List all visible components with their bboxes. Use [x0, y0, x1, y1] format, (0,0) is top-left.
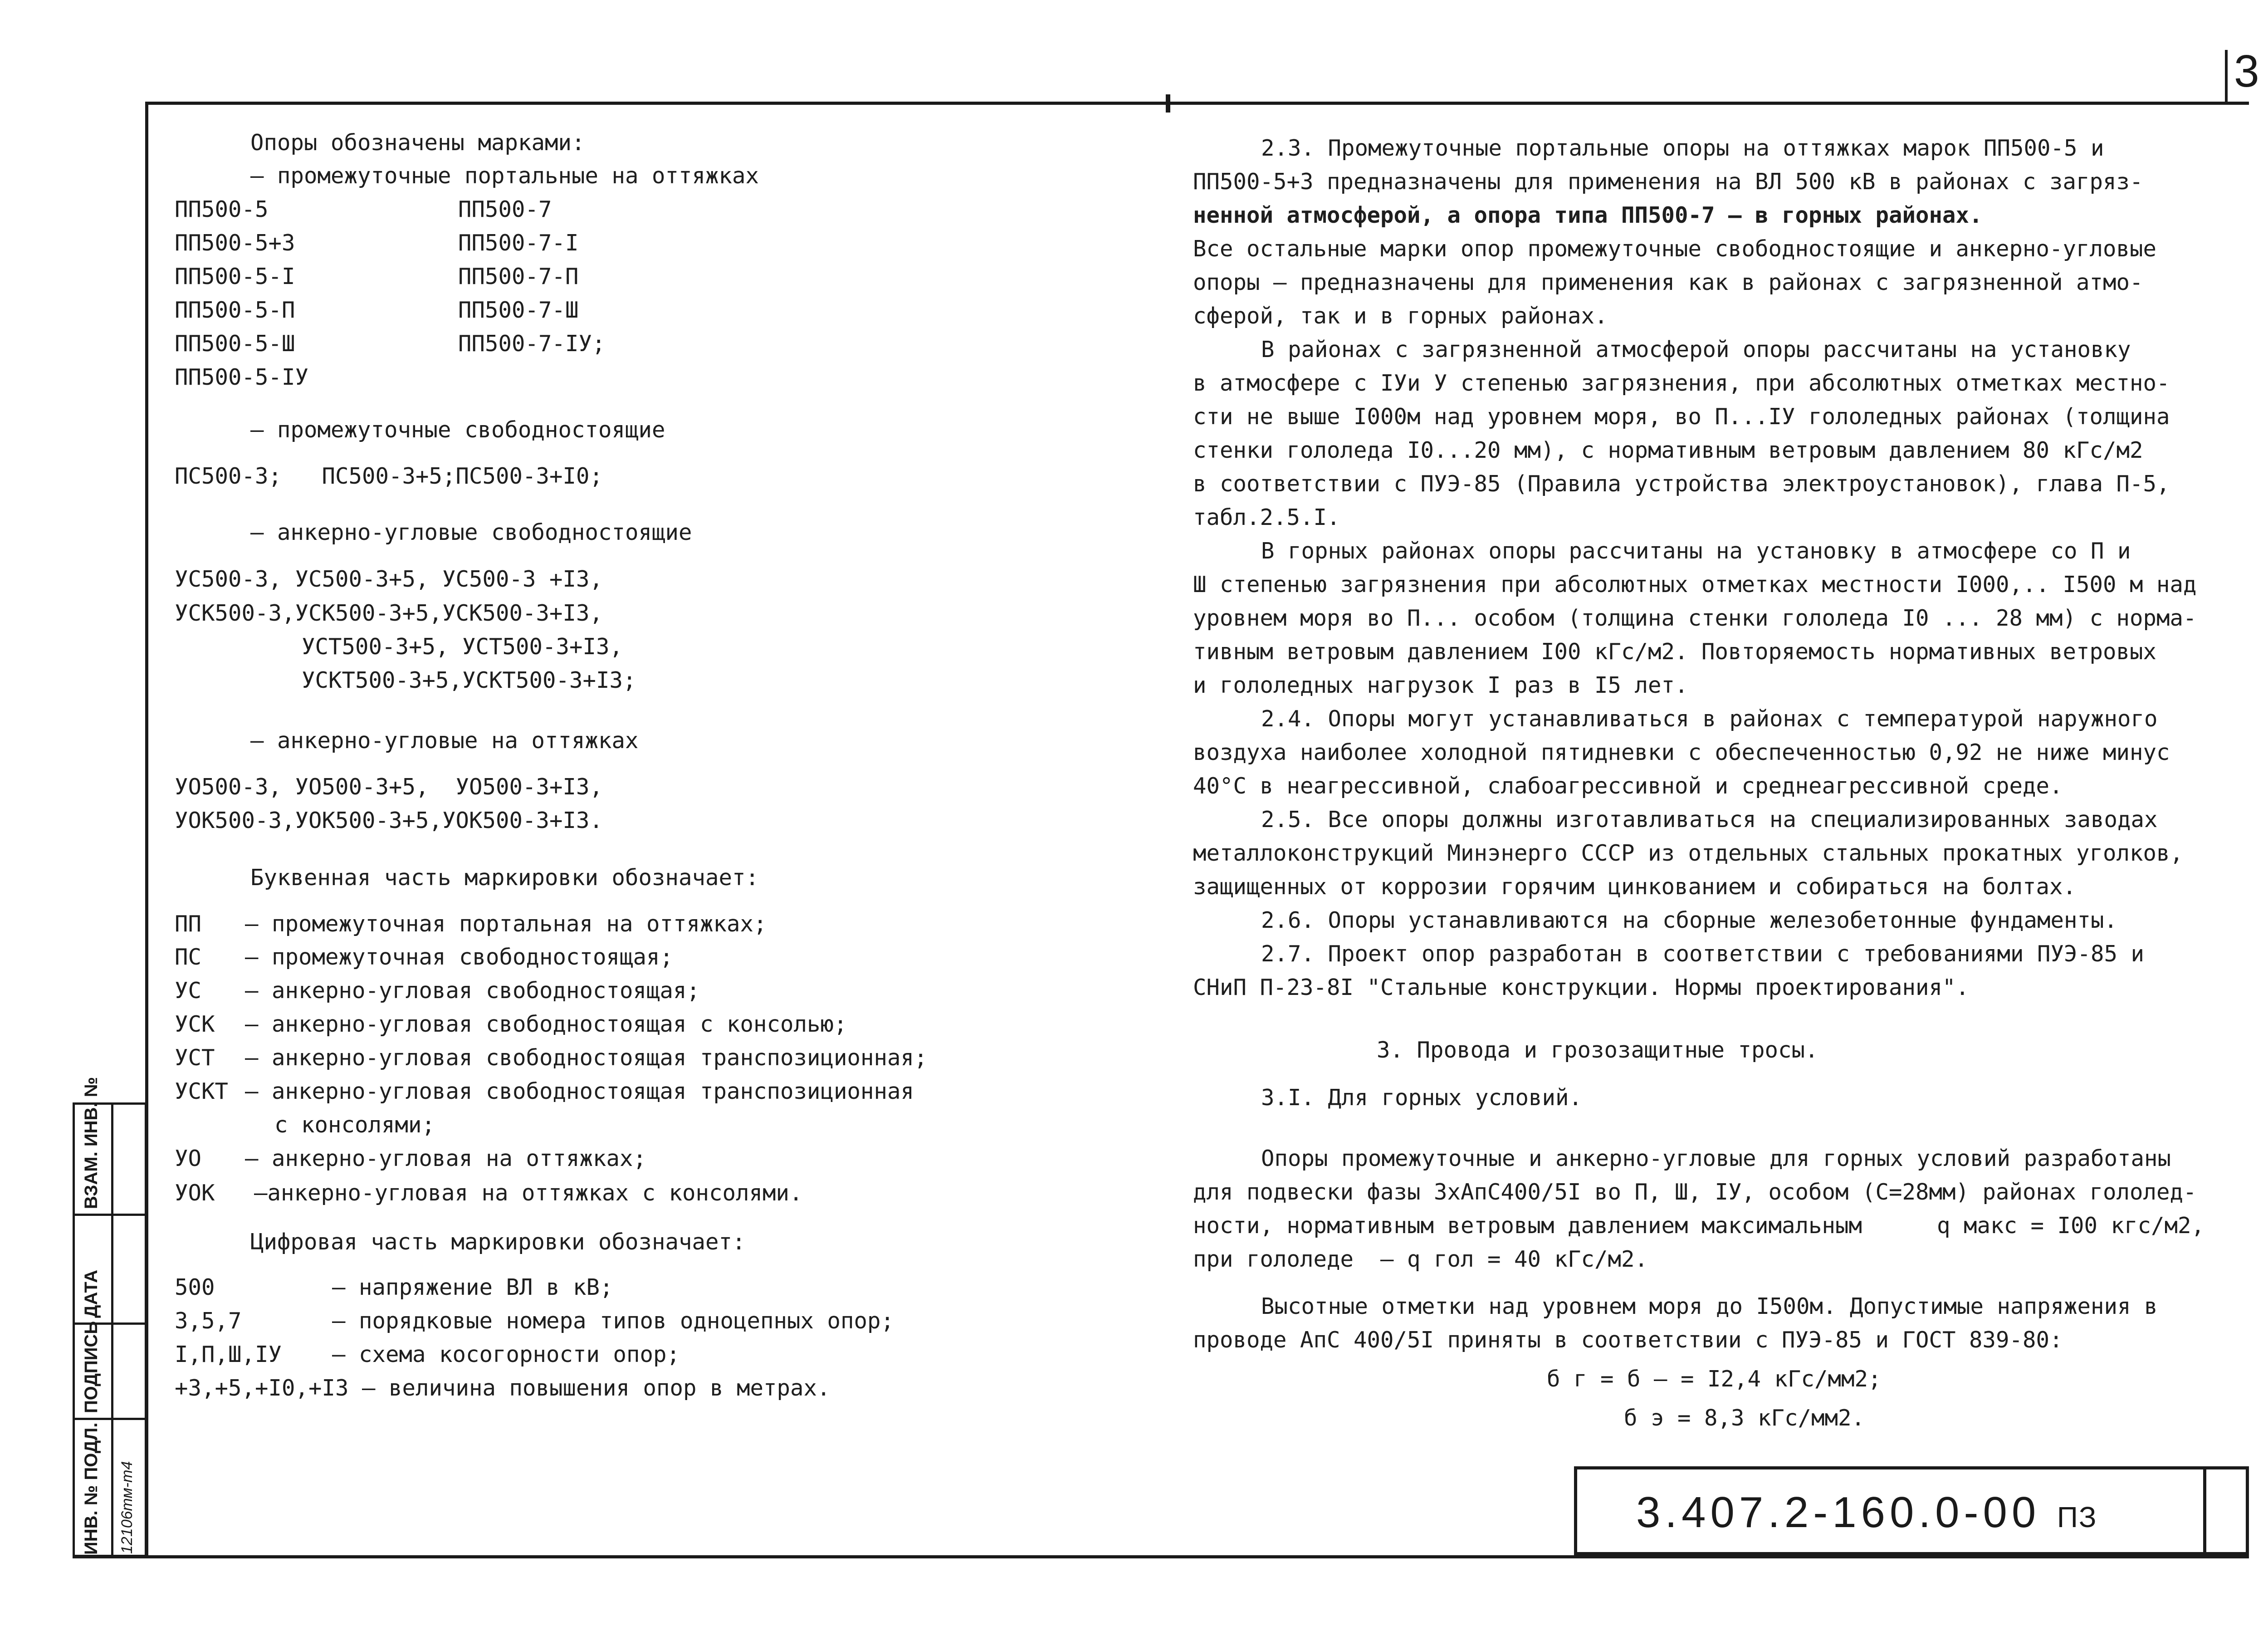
- sidebar-podpis-label: ПОДПИСЬ: [81, 1321, 101, 1413]
- abbr-us: УС: [175, 978, 202, 1004]
- right-line-14: уровнем моря во П... особом (толщина стенки гололеда I0 ... 28 мм) с норма-: [1193, 605, 2197, 631]
- right-line-0: 2.3. Промежуточные портальные опоры на оттяжках марок ПП500-5 и: [1261, 135, 2104, 161]
- right-line-1: ПП500-5+3 предназначены для применения на ВЛ 500 кВ в районах с загряз-: [1193, 169, 2143, 195]
- digit-plus: +3,+5,+I0,+I3 – величина повышения опор в метрах.: [175, 1375, 831, 1401]
- left-line-41: Цифровая часть маркировки обозначает:: [250, 1229, 746, 1255]
- left-line-16: УС500-3, УС500-3+5, УС500-3 +I3,: [175, 566, 603, 592]
- right-line-25: СНиП П-23-8I "Стальные конструкции. Нормы проектирования".: [1193, 975, 1970, 1000]
- left-line-6: ПП500-5-I: [175, 264, 295, 289]
- left-line-18: УСТ500-3+5, УСТ500-3+I3,: [302, 634, 623, 660]
- left-line-0: Опоры обозначены марками:: [250, 130, 585, 156]
- left-line-20: – анкерно-угловые на оттяжках: [250, 728, 639, 754]
- left-line-7: ПП500-7-П: [458, 264, 579, 289]
- left-line-14: ПС500-3; ПС500-3+5;ПС500-3+I0;: [175, 463, 603, 489]
- right-line-11: табл.2.5.I.: [1193, 504, 1340, 530]
- right-line-13: Ш степенью загрязнения при абсолютных отметках местности I000,.. I500 м над: [1193, 572, 2197, 598]
- left-line-17: УСК500-3,УСК500-3+5,УСК500-3+I3,: [175, 600, 603, 626]
- abbr-uok: УОК: [175, 1180, 215, 1206]
- frame-bottom-border: [73, 1555, 2249, 1558]
- abbr-ust: УСТ: [175, 1045, 215, 1071]
- digit-357-desc: – порядковые номера типов одноцепных опор;: [332, 1308, 894, 1334]
- document-code-suffix: ПЗ: [2057, 1501, 2097, 1533]
- left-line-13: – промежуточные свободностоящие: [250, 417, 665, 443]
- left-line-8: ПП500-5-П: [175, 297, 295, 323]
- right-line-16: и гололедных нагрузок I раз в I5 лет.: [1193, 672, 1688, 698]
- left-line-11: ПП500-7-IУ;: [458, 331, 606, 357]
- title-block: [1574, 1466, 2249, 1555]
- abbr-ps-desc: – промежуточная свободностоящая;: [245, 944, 674, 970]
- sidebar-separator: [75, 1418, 145, 1420]
- right-line-18: воздуха наиболее холодной пятидневки с обеспеченностью 0,92 не ниже минус: [1193, 740, 2170, 765]
- left-line-19: УСКТ500-3+5,УСКТ500-3+I3;: [302, 667, 636, 693]
- sidebar-data-label: ДАТА: [81, 1269, 101, 1318]
- abbr-uok-desc: –анкерно-угловая на оттяжках с консолями.: [254, 1180, 803, 1206]
- abbr-ps: ПС: [175, 944, 202, 970]
- right-line-21: металлоконструкций Минэнерго СССР из отдельных стальных прокатных уголков,: [1193, 840, 2184, 866]
- section-3-heading: 3. Провода и грозозащитные тросы.: [1377, 1037, 1818, 1063]
- right-line-2: ненной атмосферой, а опора типа ПП500-7 – в горных районах.: [1193, 202, 1983, 228]
- q-max-formula: q макс = I00 кгс/м2,: [1937, 1213, 2205, 1239]
- left-line-5: ПП500-7-I: [458, 230, 579, 256]
- left-line-15: – анкерно-угловые свободностоящие: [250, 519, 692, 545]
- title-block-divider: [2203, 1469, 2206, 1552]
- document-code: [1636, 1488, 2097, 1538]
- abbr-uo-desc: – анкерно-угловая на оттяжках;: [245, 1146, 647, 1171]
- sheet-number-divider: [2225, 50, 2228, 104]
- right-line-28: Опоры промежуточные и анкерно-угловые для горных условий разработаны: [1261, 1146, 2171, 1171]
- sidebar-inv-podl-label: ИНВ. № ПОДЛ.: [81, 1422, 101, 1555]
- right-line-4: опоры – предназначены для применения как в районах с загрязненной атмо-: [1193, 269, 2143, 295]
- left-line-1: – промежуточные портальные на оттяжках: [250, 163, 759, 189]
- right-line-24: 2.7. Проект опор разработан в соответствии с требованиями ПУЭ-85 и: [1261, 941, 2145, 967]
- abbr-uo: УО: [175, 1146, 202, 1171]
- right-line-33: Высотные отметки над уровнем моря до I500м. Допустимые напряжения в: [1261, 1293, 2158, 1319]
- left-line-23: Буквенная часть маркировки обозначает:: [250, 865, 759, 891]
- approval-sidebar: [73, 1077, 147, 1557]
- left-line-3: ПП500-7: [458, 196, 552, 222]
- right-line-3: Все остальные марки опор промежуточные свободностоящие и анкерно-угловые: [1193, 236, 2157, 262]
- digit-roman-desc: – схема косогорности опор;: [332, 1342, 680, 1367]
- right-line-17: 2.4. Опоры могут устанавливаться в районах с температурой наружного: [1261, 706, 2158, 732]
- right-line-7: в атмосфере с IУи У степенью загрязнения, при абсолютных отметках местно-: [1193, 370, 2170, 396]
- right-line-12: В горных районах опоры рассчитаны на установку в атмосфере со П и: [1261, 538, 2131, 564]
- right-line-15: тивным ветровым давлением I00 кГс/м2. Повторяемость нормативных ветровых: [1193, 639, 2157, 665]
- right-line-29: для подвески фазы 3хАпС400/5I во П, Ш, IУ, особом (С=28мм) районах гололед-: [1193, 1179, 2197, 1205]
- right-line-30: ности, нормативным ветровым давлением максимальным: [1193, 1213, 1862, 1239]
- left-line-12: ПП500-5-IУ: [175, 364, 309, 390]
- left-line-10: ПП500-5-Ш: [175, 331, 295, 357]
- sheet-number: 3: [2234, 46, 2259, 97]
- document-code-number: 3.407.2-160.0-00: [1636, 1488, 2041, 1537]
- section-3-1-heading: 3.I. Для горных условий.: [1261, 1085, 1583, 1111]
- digit-357: 3,5,7: [175, 1308, 242, 1334]
- right-line-20: 2.5. Все опоры должны изготавливаться на специализированных заводах: [1261, 807, 2158, 833]
- right-line-9: стенки гололеда I0...20 мм), с нормативным ветровым давлением 80 кГс/м2: [1193, 437, 2143, 463]
- sidebar-vzam-label: ВЗАМ. ИНВ. №: [81, 1077, 101, 1209]
- sidebar-separator: [75, 1214, 145, 1216]
- abbr-uskt-desc-cont: с консолями;: [274, 1112, 435, 1138]
- center-mark: [1166, 94, 1170, 113]
- left-line-2: ПП500-5: [175, 196, 269, 222]
- right-line-34: проводе АпС 400/5I приняты в соответствии с ПУЭ-85 и ГОСТ 839-80:: [1193, 1327, 2063, 1353]
- right-line-22: защищенных от коррозии горячим цинкованием и собираться на болтах.: [1193, 874, 2077, 900]
- sidebar-inv-value: 12106тм-т4: [118, 1461, 136, 1554]
- left-line-21: УО500-3, УО500-3+5, УО500-3+I3,: [175, 774, 603, 800]
- right-line-10: в соответствии с ПУЭ-85 (Правила устройства электроустановок), глава П-5,: [1193, 471, 2170, 497]
- abbr-uskt-desc: – анкерно-угловая свободностоящая транспозиционная: [245, 1078, 914, 1104]
- abbr-uskt: УСКТ: [175, 1078, 229, 1104]
- abbr-us-desc: – анкерно-угловая свободностоящая;: [245, 978, 700, 1004]
- digit-500: 500: [175, 1274, 215, 1300]
- right-line-5: сферой, так и в горных районах.: [1193, 303, 1608, 329]
- sigma-formula-1: б г = б – = I2,4 кГс/мм2;: [1547, 1366, 1882, 1392]
- digit-roman: I,П,Ш,IУ: [175, 1342, 282, 1367]
- digit-500-desc: – напряжение ВЛ в кВ;: [332, 1274, 613, 1300]
- sigma-formula-2: б э = 8,3 кГс/мм2.: [1624, 1405, 1865, 1431]
- abbr-usk-desc: – анкерно-угловая свободностоящая с консолью;: [245, 1011, 847, 1037]
- right-line-32: при гололеде – q гол = 40 кГс/м2.: [1193, 1246, 1648, 1272]
- abbr-ust-desc: – анкерно-угловая свободностоящая транспозиционная;: [245, 1045, 928, 1071]
- left-line-9: ПП500-7-Ш: [458, 297, 579, 323]
- left-line-4: ПП500-5+3: [175, 230, 295, 256]
- abbr-usk: УСК: [175, 1011, 215, 1037]
- frame-top-border: [145, 102, 2249, 105]
- right-line-23: 2.6. Опоры устанавливаются на сборные железобетонные фундаменты.: [1261, 907, 2118, 933]
- left-line-22: УОК500-3,УОК500-3+5,УОК500-3+I3.: [175, 808, 603, 833]
- right-line-8: сти не выше I000м над уровнем моря, во П...IУ гололедных районах (толщина: [1193, 404, 2170, 430]
- abbr-pp-desc: – промежуточная портальная на оттяжках;: [245, 911, 767, 937]
- right-line-6: В районах с загрязненной атмосферой опоры рассчитаны на установку: [1261, 337, 2131, 362]
- right-line-19: 40°С в неагрессивной, слабоагрессивной и среднеагрессивной среде.: [1193, 773, 2063, 799]
- abbr-pp: ПП: [175, 911, 202, 937]
